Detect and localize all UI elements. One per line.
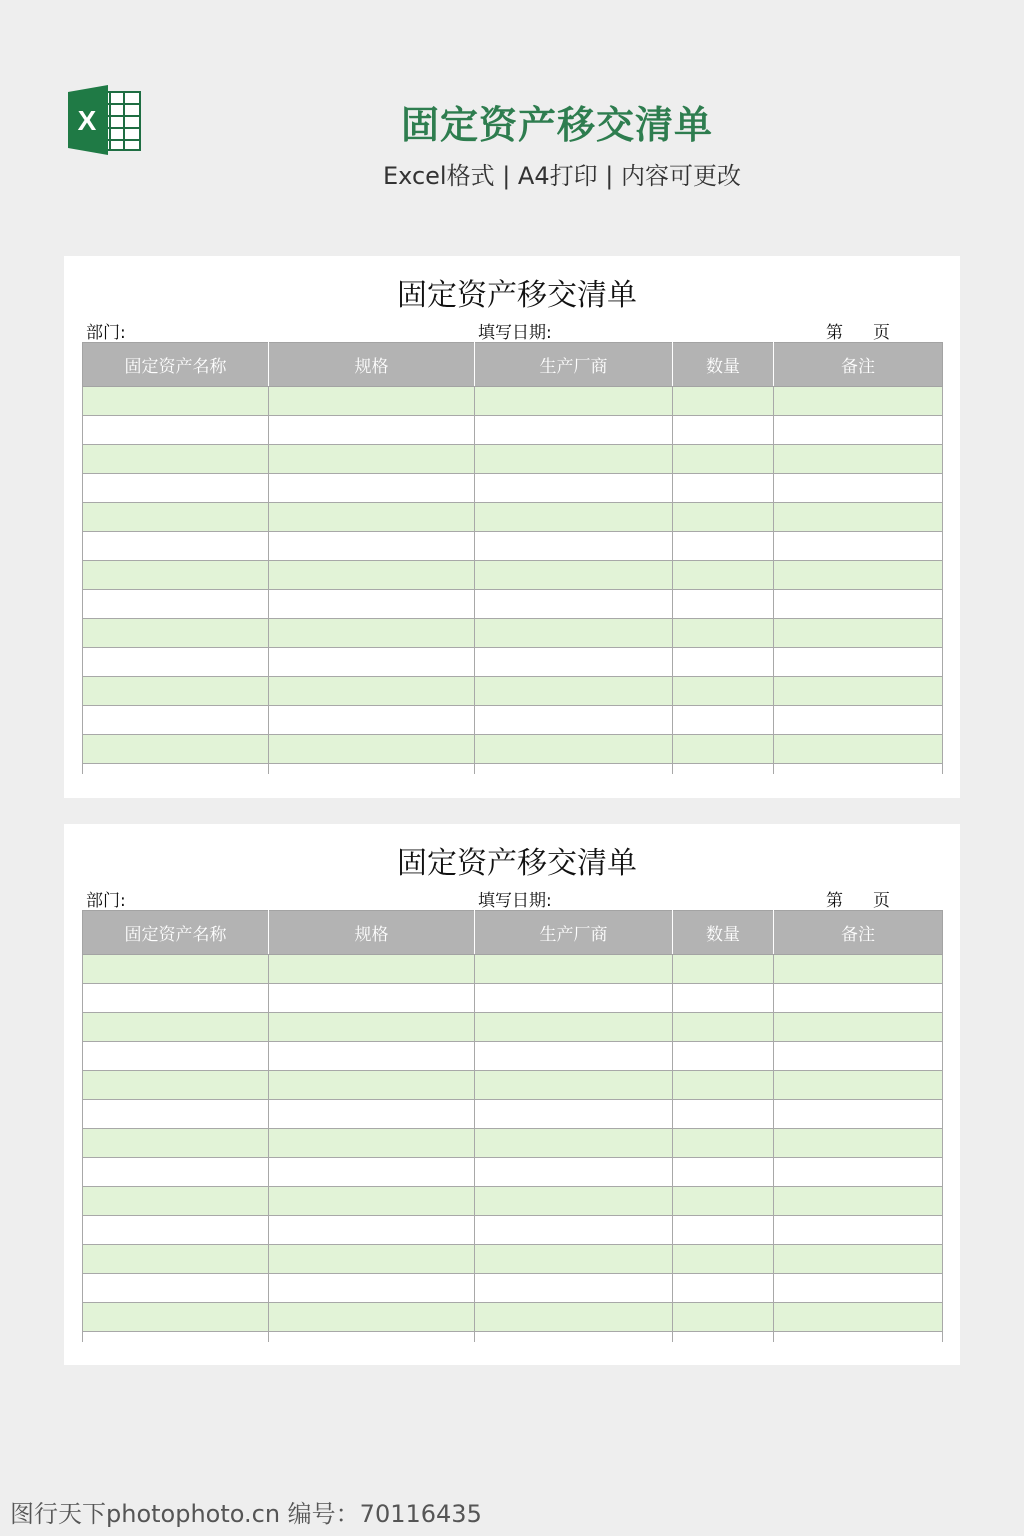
sheet-title: 固定资产移交清单: [397, 846, 637, 881]
table-row: [83, 387, 943, 416]
table-cell[interactable]: [774, 503, 943, 532]
table-cell[interactable]: [83, 1100, 269, 1129]
table-cell[interactable]: [774, 1013, 943, 1042]
table-cell[interactable]: [475, 677, 673, 706]
table-cell[interactable]: [83, 1216, 269, 1245]
table-row: [83, 590, 943, 619]
table-cell[interactable]: [269, 1303, 475, 1332]
table-cell[interactable]: [83, 561, 269, 590]
table-row: [83, 532, 943, 561]
column-header-quantity: 数量: [673, 343, 774, 387]
table-cell[interactable]: [673, 1013, 774, 1042]
watermark-text: 图行天下photophoto.cn 编号：70116435: [10, 1500, 482, 1528]
table-cell[interactable]: [475, 1245, 673, 1274]
table-cell[interactable]: [673, 677, 774, 706]
table-cell[interactable]: [269, 706, 475, 735]
table-cell[interactable]: [673, 619, 774, 648]
sheet-title: 固定资产移交清单: [397, 278, 637, 313]
table-cell[interactable]: [83, 1332, 269, 1343]
column-header-manufacturer: 生产厂商: [475, 911, 673, 955]
table-row: [83, 706, 943, 735]
table-cell[interactable]: [774, 1158, 943, 1187]
page-label-right: 页: [873, 891, 890, 911]
asset-table: [82, 342, 943, 774]
department-label: 部门:: [86, 891, 126, 911]
table-cell[interactable]: [269, 532, 475, 561]
table-cell[interactable]: [475, 1100, 673, 1129]
table-cell[interactable]: [269, 735, 475, 764]
table-cell[interactable]: [83, 590, 269, 619]
table-cell[interactable]: [774, 677, 943, 706]
table-cell[interactable]: [269, 1158, 475, 1187]
table-header-row: [83, 911, 943, 955]
table-header-row: [83, 343, 943, 387]
table-cell[interactable]: [269, 1187, 475, 1216]
table-cell[interactable]: [269, 590, 475, 619]
table-row: [83, 984, 943, 1013]
table-cell[interactable]: [475, 416, 673, 445]
table-row: [83, 561, 943, 590]
table-cell[interactable]: [774, 706, 943, 735]
table-row: [83, 1129, 943, 1158]
table-cell[interactable]: [83, 1245, 269, 1274]
table-cell[interactable]: [673, 706, 774, 735]
table-cell[interactable]: [83, 955, 269, 984]
table-cell[interactable]: [269, 503, 475, 532]
table-cell[interactable]: [475, 735, 673, 764]
table-cell[interactable]: [269, 677, 475, 706]
table-cell[interactable]: [83, 1071, 269, 1100]
table-cell[interactable]: [774, 1303, 943, 1332]
table-cell[interactable]: [475, 706, 673, 735]
table-cell[interactable]: [269, 648, 475, 677]
table-cell[interactable]: [83, 735, 269, 764]
table-cell[interactable]: [774, 1071, 943, 1100]
table-cell[interactable]: [269, 445, 475, 474]
table-cell[interactable]: [269, 619, 475, 648]
table-cell[interactable]: [83, 474, 269, 503]
table-cell[interactable]: [774, 1332, 943, 1343]
table-cell[interactable]: [673, 984, 774, 1013]
table-cell[interactable]: [475, 503, 673, 532]
table-cell[interactable]: [475, 984, 673, 1013]
table-cell[interactable]: [475, 1216, 673, 1245]
table-row: [83, 1187, 943, 1216]
table-cell[interactable]: [673, 955, 774, 984]
table-row: [83, 619, 943, 648]
logo-letter: X: [77, 105, 97, 136]
table-cell[interactable]: [673, 1100, 774, 1129]
table-row: [83, 1245, 943, 1274]
table-cell[interactable]: [673, 445, 774, 474]
table-row: [83, 1332, 943, 1343]
table-cell[interactable]: [774, 1129, 943, 1158]
table-cell[interactable]: [269, 1245, 475, 1274]
table-cell[interactable]: [774, 955, 943, 984]
table-cell[interactable]: [83, 764, 269, 775]
table-cell[interactable]: [83, 677, 269, 706]
table-cell[interactable]: [475, 1071, 673, 1100]
page-title: 固定资产移交清单: [400, 103, 713, 147]
date-label: 填写日期:: [478, 891, 552, 911]
table-cell[interactable]: [269, 416, 475, 445]
table-row: [83, 1071, 943, 1100]
table-cell[interactable]: [83, 416, 269, 445]
table-cell[interactable]: [673, 532, 774, 561]
table-cell[interactable]: [83, 984, 269, 1013]
table-cell[interactable]: [774, 1274, 943, 1303]
table-cell[interactable]: [83, 619, 269, 648]
column-header-name: 固定资产名称: [83, 343, 269, 387]
table-row: [83, 735, 943, 764]
table-cell[interactable]: [269, 1274, 475, 1303]
table-cell[interactable]: [83, 1187, 269, 1216]
table-row: [83, 1158, 943, 1187]
table-cell[interactable]: [475, 1129, 673, 1158]
table-cell[interactable]: [83, 532, 269, 561]
page-label-right: 页: [873, 323, 890, 343]
table-cell[interactable]: [673, 1303, 774, 1332]
table-cell[interactable]: [673, 416, 774, 445]
table-cell[interactable]: [774, 1216, 943, 1245]
table-cell[interactable]: [673, 1042, 774, 1071]
table-cell[interactable]: [673, 764, 774, 775]
column-header-manufacturer: 生产厂商: [475, 343, 673, 387]
table-cell[interactable]: [83, 1274, 269, 1303]
table-cell[interactable]: [83, 1042, 269, 1071]
page-header: [0, 0, 1024, 230]
table-cell[interactable]: [475, 764, 673, 775]
table-cell[interactable]: [269, 984, 475, 1013]
table-cell[interactable]: [269, 1042, 475, 1071]
table-cell[interactable]: [673, 1158, 774, 1187]
table-cell[interactable]: [774, 1100, 943, 1129]
table-cell[interactable]: [774, 561, 943, 590]
table-cell[interactable]: [475, 590, 673, 619]
column-header-remarks: 备注: [774, 343, 943, 387]
table-cell[interactable]: [475, 1013, 673, 1042]
column-header-quantity: 数量: [673, 911, 774, 955]
table-cell[interactable]: [673, 1129, 774, 1158]
column-header-spec: 规格: [269, 911, 475, 955]
table-cell[interactable]: [269, 474, 475, 503]
table-cell[interactable]: [774, 1245, 943, 1274]
table-row: [83, 445, 943, 474]
table-row: [83, 503, 943, 532]
table-cell[interactable]: [83, 387, 269, 416]
table-cell[interactable]: [83, 1158, 269, 1187]
table-row: [83, 677, 943, 706]
table-cell[interactable]: [269, 955, 475, 984]
table-cell[interactable]: [269, 1100, 475, 1129]
table-cell[interactable]: [673, 1274, 774, 1303]
table-cell[interactable]: [774, 445, 943, 474]
table-cell[interactable]: [673, 1245, 774, 1274]
table-cell[interactable]: [774, 416, 943, 445]
column-header-name: 固定资产名称: [83, 911, 269, 955]
table-cell[interactable]: [774, 1042, 943, 1071]
table-cell[interactable]: [673, 648, 774, 677]
table-cell[interactable]: [774, 532, 943, 561]
table-cell[interactable]: [269, 387, 475, 416]
table-cell[interactable]: [774, 735, 943, 764]
table-cell[interactable]: [475, 955, 673, 984]
table-cell[interactable]: [83, 1303, 269, 1332]
table-cell[interactable]: [475, 1042, 673, 1071]
table-row: [83, 648, 943, 677]
table-cell[interactable]: [673, 1071, 774, 1100]
table-cell[interactable]: [673, 590, 774, 619]
table-cell[interactable]: [475, 1187, 673, 1216]
table-cell[interactable]: [475, 648, 673, 677]
table-cell[interactable]: [774, 648, 943, 677]
table-cell[interactable]: [673, 1332, 774, 1343]
page-label-left: 第: [826, 323, 843, 343]
table-cell[interactable]: [774, 764, 943, 775]
table-row: [83, 1100, 943, 1129]
table-cell[interactable]: [673, 561, 774, 590]
table-cell[interactable]: [83, 445, 269, 474]
column-header-spec: 规格: [269, 343, 475, 387]
table-cell[interactable]: [673, 735, 774, 764]
table-cell[interactable]: [83, 1013, 269, 1042]
date-label: 填写日期:: [478, 323, 552, 343]
table-cell[interactable]: [774, 387, 943, 416]
table-cell[interactable]: [673, 503, 774, 532]
page-number-label: [826, 886, 890, 911]
table-cell[interactable]: [269, 1216, 475, 1245]
table-cell[interactable]: [475, 532, 673, 561]
table-cell[interactable]: [475, 1332, 673, 1343]
table-cell[interactable]: [83, 503, 269, 532]
table-cell[interactable]: [83, 1129, 269, 1158]
table-body: [83, 955, 943, 1343]
table-row: [83, 474, 943, 503]
asset-table: [82, 910, 943, 1342]
table-row: [83, 1013, 943, 1042]
table-cell[interactable]: [83, 648, 269, 677]
table-cell[interactable]: [475, 474, 673, 503]
table-cell[interactable]: [269, 1332, 475, 1343]
table-cell[interactable]: [269, 764, 475, 775]
table-cell[interactable]: [475, 561, 673, 590]
table-row: [83, 1303, 943, 1332]
table-cell[interactable]: [673, 1187, 774, 1216]
table-cell[interactable]: [774, 474, 943, 503]
table-cell[interactable]: [475, 387, 673, 416]
table-cell[interactable]: [475, 445, 673, 474]
table-cell[interactable]: [475, 619, 673, 648]
table-row: [83, 764, 943, 775]
column-header-remarks: 备注: [774, 911, 943, 955]
table-cell[interactable]: [83, 706, 269, 735]
table-cell[interactable]: [774, 590, 943, 619]
table-cell[interactable]: [673, 387, 774, 416]
page-subtitle: Excel格式 | A4打印 | 内容可更改: [383, 162, 741, 190]
table-cell[interactable]: [475, 1303, 673, 1332]
table-row: [83, 1042, 943, 1071]
table-cell[interactable]: [269, 561, 475, 590]
table-cell[interactable]: [774, 984, 943, 1013]
table-row: [83, 416, 943, 445]
sheet-2: [64, 824, 960, 1365]
table-cell[interactable]: [475, 1274, 673, 1303]
table-row: [83, 955, 943, 984]
table-cell[interactable]: [774, 1187, 943, 1216]
table-cell[interactable]: [475, 1158, 673, 1187]
page-label-left: 第: [826, 891, 843, 911]
table-cell[interactable]: [673, 474, 774, 503]
table-cell[interactable]: [269, 1013, 475, 1042]
sheet-1: [64, 256, 960, 798]
table-cell[interactable]: [673, 1216, 774, 1245]
table-cell[interactable]: [774, 619, 943, 648]
table-body: [83, 387, 943, 775]
table-cell[interactable]: [269, 1071, 475, 1100]
table-cell[interactable]: [269, 1129, 475, 1158]
table-row: [83, 1216, 943, 1245]
department-label: 部门:: [86, 323, 126, 343]
table-row: [83, 1274, 943, 1303]
page-number-label: [826, 318, 890, 343]
